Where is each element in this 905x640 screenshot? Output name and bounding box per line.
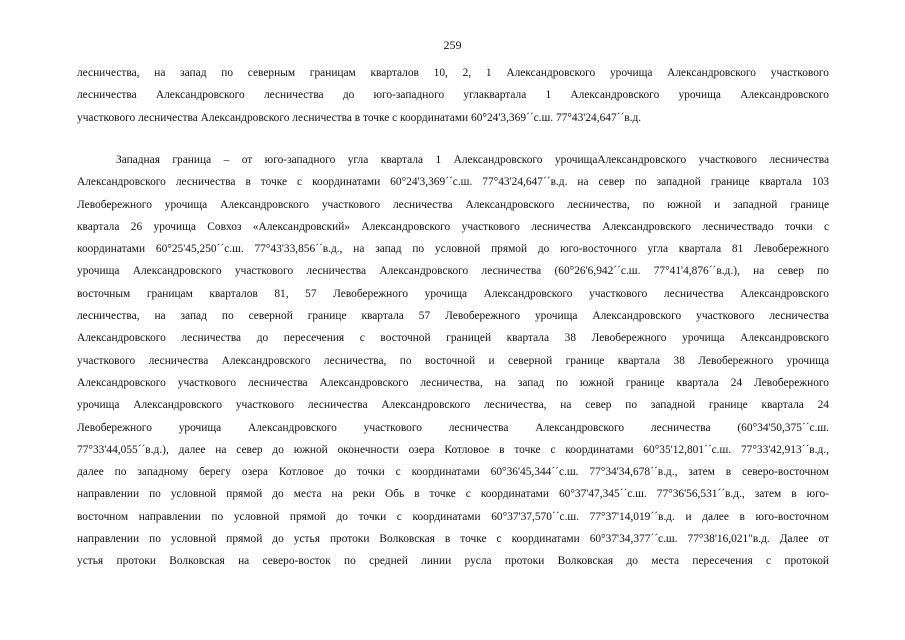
text-line: участкового лесничества Александровского лесничества, по восточной и северной границе квартала 38 Левобережного урочища: [77, 354, 829, 367]
text-line: Александровского лесничества до пересечения с восточной границей квартала 38 Левобережного урочища Александровского: [77, 332, 829, 345]
text-line: устья протоки Волковская на северо-восток по средней линии русла протоки Волковская до места пересечения с протокой: [77, 555, 829, 568]
text-line: далее по западному берегу озера Котловое до точки с координатами 60°36'45,344´´с.ш. 77°34'34,678´´в.д., затем в северо-восточном: [77, 466, 829, 479]
text-line: квартала 26 урочища Совхоз «Александровский» Александровского участкового лесничества Александровского лесничествадо точки с: [77, 220, 829, 233]
text-line: Левобережного урочища Александровского участкового лесничества Александровского лесничества, по южной и западной границе: [77, 198, 829, 211]
text-line: урочища Александровского участкового лесничества Александровского лесничества, на север по западной границе квартала 24: [77, 399, 829, 412]
page-number: 259: [443, 38, 462, 52]
text-line: лесничества, на запад по северной границе квартала 57 Левобережного урочища Александровского участкового лесничества: [77, 310, 829, 323]
text-line: Александровского лесничества в точке с координатами 60°24'3,369´´с.ш. 77°43'24,647´´в.д. на север по западной границе квартала 103: [77, 176, 829, 189]
text-line: координатами 60°25'45,250´´с.ш. 77°43'33,856´´в.д., на запад по условной прямой до юго-восточного угла квартала 81 Левобережного: [77, 243, 829, 256]
text-line: направлении по условной прямой до места на реки Обь в точке с координатами 60°37'47,345´´с.ш. 77°36'56,531´´в.д., затем в юго-: [77, 488, 829, 501]
text-line: Александровского участкового лесничества Александровского лесничества, на запад по южной границе квартала 24 Левобережного: [77, 376, 829, 389]
text-line: восточном направлении по условной прямой до точки с координатами 60°37'37,570´´с.ш. 77°37'14,019´´в.д. и далее в юго-восточном: [77, 510, 829, 523]
text-line: направлении по условной прямой до устья протоки Волковская в точке с координатами 60°37'34,377´´с.ш. 77°38'16,021"в.д. Далее от: [77, 533, 829, 546]
text-line: лесничества, на запад по северным границам кварталов 10, 2, 1 Александровского урочища Александровского участкового: [77, 67, 829, 79]
text-line: урочища Александровского участкового лесничества Александровского лесничества (60°26'6,942´´с.ш. 77°41'4,876´´в.д.), на север по: [77, 265, 829, 278]
text-line: восточным границам кварталов 81, 57 Левобережного урочища Александровского участкового лесничества Александровского: [77, 287, 829, 300]
text-line: Левобережного урочища Александровского участкового лесничества Александровского лесничества (60°34'50,375´´с.ш.: [77, 421, 829, 434]
text-line: лесничества Александровского лесничества до юго-западного углаквартала 1 Александровского урочища Александровского: [77, 89, 829, 102]
text-line: Западная граница – от юго-западного угла квартала 1 Александровского урочищаАлександровского участкового лесничества: [116, 154, 829, 166]
text-line: участкового лесничества Александровского лесничества в точке с координатами 60°24'3,369´´с.ш. 77°43'24,647´´в.д.: [77, 111, 642, 124]
text-line: 77°33'44,055´´в.д.), далее на север до южной оконечности озера Котловое в точке с координатами 60°35'12,801´´с.ш. 77°33'42,913´´в.д.,: [77, 443, 829, 456]
paragraph-north-boundary-end: [77, 62, 829, 129]
paragraph-western-boundary: [77, 149, 829, 573]
